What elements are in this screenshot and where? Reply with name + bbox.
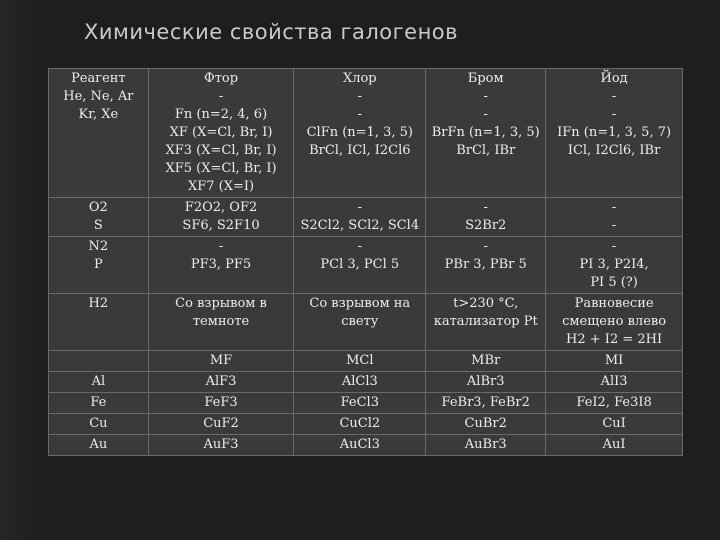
table-row (49, 294, 683, 351)
cell-line: AuBr3 (464, 437, 507, 452)
table-cell-fluorine (148, 351, 294, 372)
cell-line: Kr, Xe (78, 107, 119, 122)
table-cell-reagent (49, 198, 149, 237)
cell-line: ClFn (n=1, 3, 5) (306, 125, 413, 140)
cell-line: PCl 3, PCl 5 (320, 257, 400, 272)
cell-line: H2 + I2 = 2HI (566, 332, 663, 347)
table-cell-fluorine (148, 237, 294, 294)
table-cell-fluorine (148, 372, 294, 393)
cell-line: AlI3 (600, 374, 628, 389)
cell-line: - (611, 89, 617, 104)
table-cell-chlorine (294, 294, 426, 351)
cell-line: - (483, 239, 488, 254)
table-cell-bromine (426, 294, 546, 351)
cell-line: CuBr2 (464, 416, 507, 431)
cell-line: XF (X=Cl, Br, I) (169, 125, 273, 140)
table-body (49, 69, 683, 456)
table-row (49, 372, 683, 393)
cell-line: AuCl3 (339, 437, 380, 452)
table-cell-iodine (546, 393, 683, 414)
table-row (49, 435, 683, 456)
table-cell-bromine (426, 237, 546, 294)
cell-line: P (93, 257, 103, 272)
cell-line: He, Ne, Ar (63, 89, 134, 104)
cell-line: Хлор (342, 71, 377, 86)
cell-line: Au (89, 437, 108, 452)
table-cell-fluorine (148, 414, 294, 435)
cell-line: AuF3 (203, 437, 239, 452)
cell-line: Фтор (203, 71, 239, 86)
table-cell-bromine (426, 414, 546, 435)
cell-line: Реагент (71, 71, 126, 86)
table-cell-chlorine (294, 372, 426, 393)
slide-accent (0, 0, 40, 540)
cell-line: MCl (346, 353, 374, 368)
table-cell-bromine (426, 69, 546, 198)
cell-line: Бром (467, 71, 504, 86)
slide-title: Химические свойства галогенов (84, 20, 459, 44)
cell-line: Со взрывом на (309, 296, 411, 311)
table-cell-fluorine (148, 69, 294, 198)
table-cell-reagent (49, 69, 149, 198)
cell-line: Fe (90, 395, 107, 410)
table-cell-iodine (546, 198, 683, 237)
table-cell-bromine (426, 351, 546, 372)
table-cell-iodine (546, 69, 683, 198)
cell-line: MI (604, 353, 624, 368)
cell-line: - (611, 200, 617, 215)
cell-line: - (611, 107, 617, 122)
cell-line: Cu (89, 416, 108, 431)
cell-line: N2 (88, 239, 109, 254)
cell-line: FeF3 (204, 395, 238, 410)
table-cell-chlorine (294, 198, 426, 237)
cell-line: - (218, 239, 224, 254)
cell-line: BrCl, IBr (456, 143, 516, 158)
cell-line: IFn (n=1, 3, 5, 7) (557, 125, 672, 140)
cell-line: - (357, 200, 362, 215)
table-row (49, 69, 683, 198)
table-cell-chlorine (294, 69, 426, 198)
cell-line: - (483, 107, 488, 122)
table-row (49, 414, 683, 435)
table-row (49, 237, 683, 294)
table-cell-reagent (49, 237, 149, 294)
cell-line: FeI2, Fe3I8 (576, 395, 652, 410)
table-row (49, 351, 683, 372)
table-cell-chlorine (294, 237, 426, 294)
cell-line: смещено влево (562, 314, 667, 329)
table-cell-chlorine (294, 414, 426, 435)
table-cell-reagent (49, 414, 149, 435)
cell-line: FeCl3 (340, 395, 379, 410)
table-cell-reagent (49, 393, 149, 414)
table-cell-chlorine (294, 435, 426, 456)
table-cell-bromine (426, 435, 546, 456)
table-cell-bromine (426, 393, 546, 414)
cell-line: Со взрывом в (175, 296, 267, 311)
cell-line: BrCl, ICl, I2Cl6 (309, 143, 411, 158)
cell-line: Йод (600, 71, 628, 86)
cell-line: H2 (88, 296, 109, 311)
cell-line: - (357, 107, 362, 122)
cell-line: - (357, 89, 362, 104)
cell-line: SF6, S2F10 (182, 218, 260, 233)
cell-line: Al (91, 374, 106, 389)
cell-line: AlF3 (205, 374, 237, 389)
cell-line: - (218, 89, 224, 104)
cell-line: ICl, I2Cl6, IBr (567, 143, 661, 158)
table-cell-reagent (49, 435, 149, 456)
cell-line: PI 5 (?) (590, 275, 638, 290)
cell-line: CuI (602, 416, 626, 431)
table-row (49, 393, 683, 414)
cell-line: F2O2, OF2 (184, 200, 258, 215)
cell-line: - (611, 239, 617, 254)
cell-line: - (483, 89, 488, 104)
cell-line: O2 (88, 200, 108, 215)
table-cell-fluorine (148, 435, 294, 456)
table-cell-iodine (546, 372, 683, 393)
cell-line: AlCl3 (341, 374, 378, 389)
cell-line (52, 352, 145, 370)
cell-line: S (93, 218, 103, 233)
table-cell-reagent (49, 294, 149, 351)
cell-line: катализатор Pt (433, 314, 538, 329)
table-cell-iodine (546, 351, 683, 372)
cell-line: BrFn (n=1, 3, 5) (431, 125, 540, 140)
cell-line: XF7 (X=I) (187, 179, 255, 194)
cell-line: CuCl2 (339, 416, 381, 431)
table-cell-chlorine (294, 393, 426, 414)
cell-line: - (483, 200, 488, 215)
cell-line: AuI (602, 437, 626, 452)
cell-line: Fn (n=2, 4, 6) (174, 107, 268, 122)
table-cell-iodine (546, 294, 683, 351)
cell-line: PF3, PF5 (190, 257, 252, 272)
table-cell-bromine (426, 198, 546, 237)
cell-line: PI 3, P2I4, (579, 257, 649, 272)
cell-line: AlBr3 (466, 374, 505, 389)
cell-line: CuF2 (203, 416, 239, 431)
table-cell-reagent (49, 351, 149, 372)
cell-line: XF3 (X=Cl, Br, I) (165, 143, 277, 158)
table-cell-fluorine (148, 198, 294, 237)
table-cell-bromine (426, 372, 546, 393)
cell-line: MF (209, 353, 233, 368)
cell-line: Равновесие (574, 296, 654, 311)
cell-line: MBr (471, 353, 501, 368)
table-cell-chlorine (294, 351, 426, 372)
cell-line: - (357, 239, 362, 254)
table-cell-iodine (546, 435, 683, 456)
table-cell-fluorine (148, 294, 294, 351)
table-cell-reagent (49, 372, 149, 393)
cell-line: t>230 °C, (453, 296, 519, 311)
cell-line: PBr 3, PBr 5 (444, 257, 527, 272)
cell-line: - (611, 218, 617, 233)
table-cell-iodine (546, 414, 683, 435)
cell-line: XF5 (X=Cl, Br, I) (165, 161, 277, 176)
cell-line: темноте (192, 314, 250, 329)
table-cell-iodine (546, 237, 683, 294)
table-cell-fluorine (148, 393, 294, 414)
table-row (49, 198, 683, 237)
cell-line: S2Cl2, SCl2, SCl4 (300, 218, 420, 233)
cell-line: свету (341, 314, 379, 329)
cell-line: FeBr3, FeBr2 (441, 395, 530, 410)
cell-line: S2Br2 (465, 218, 507, 233)
halogen-properties-table (48, 68, 683, 456)
